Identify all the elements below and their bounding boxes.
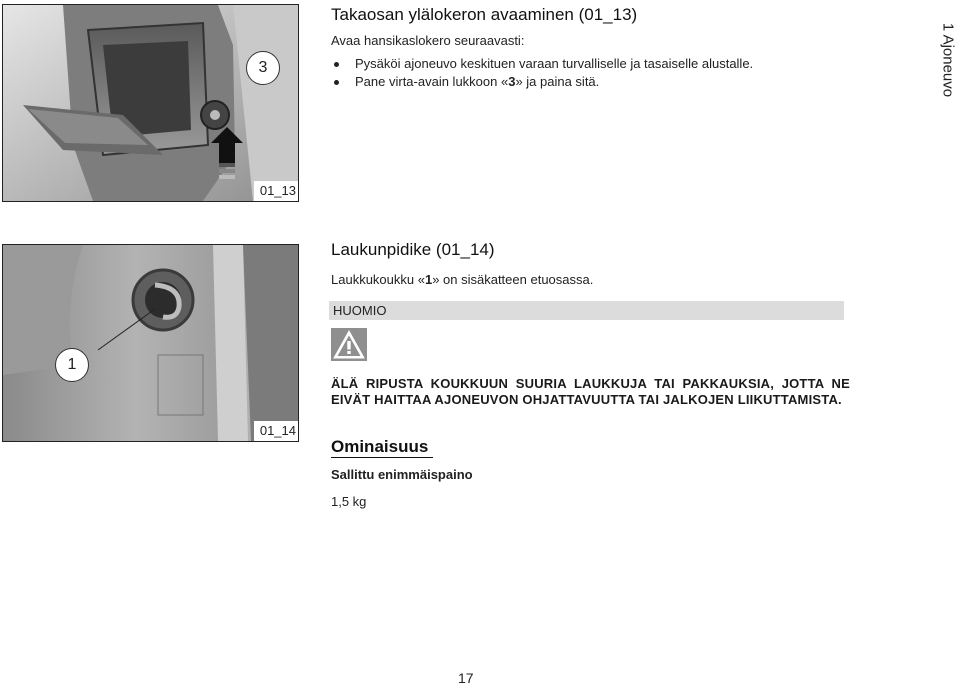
bullet-item: Pysäköi ajoneuvo keskituen varaan turvalliselle ja tasaiselle alustalle.: [331, 55, 921, 73]
warning-triangle-icon: [331, 328, 367, 361]
chapter-side-tab-label: 1 Ajoneuvo: [939, 22, 957, 98]
figure-01-14: [2, 244, 299, 442]
figure-callout-1: 1: [55, 348, 89, 382]
section2-text: Laukkukoukku «1» on sisäkatteen etuosassa.: [331, 272, 594, 287]
spec-label: Sallittu enimmäispaino: [331, 467, 473, 482]
bullet-item: Pane virta-avain lukkoon «3» ja paina sitä.: [331, 73, 921, 91]
spec-heading: Ominaisuus: [331, 437, 433, 458]
figure-callout-3: 3: [246, 51, 280, 85]
figure-label-01-13: 01_13: [254, 181, 298, 201]
section1-title: Takaosan ylälokeron avaaminen (01_13): [331, 5, 638, 24]
figure-label-01-14: 01_14: [254, 421, 298, 441]
page-number: 17: [458, 670, 474, 686]
note-heading-bar: HUOMIO: [329, 301, 844, 320]
figure-01-13: [2, 4, 299, 202]
chapter-side-tab: [936, 10, 960, 110]
section1-bullet-list: [331, 55, 921, 91]
glove-box-photo: [3, 5, 298, 201]
section2-title: Laukunpidike (01_14): [331, 240, 495, 259]
spec-value: 1,5 kg: [331, 494, 367, 509]
section1-intro: Avaa hansikaslokero seuraavasti:: [331, 33, 525, 48]
bag-hook-photo: [3, 245, 298, 441]
warning-text: ÄLÄ RIPUSTA KOUKKUUN SUURIA LAUKKUJA TAI PAKKAUKSIA, JOTTA NE EIVÄT HAITTAA AJONEUVON OHJATTAVUUTTA TAI JALKOJEN LIIKUTTAMISTA.: [331, 376, 850, 407]
